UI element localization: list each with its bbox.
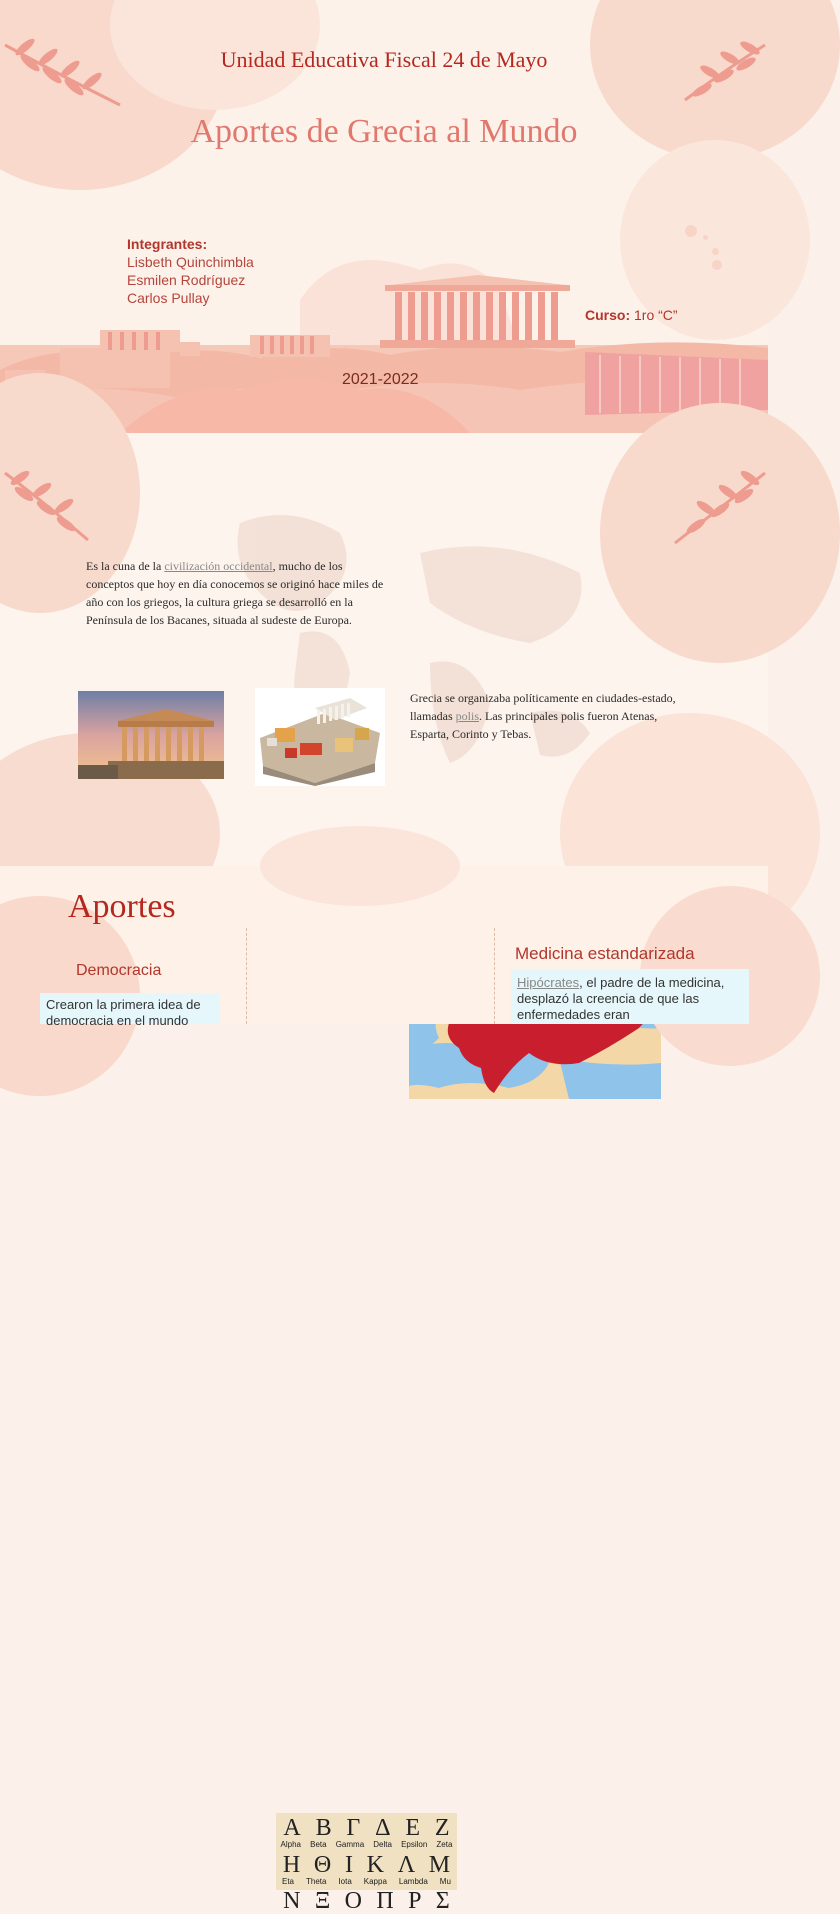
cultura-slide	[0, 433, 768, 866]
alphabet-name: Lambda	[398, 1877, 428, 1886]
alphabet-name: Iota	[338, 1877, 352, 1886]
greek-alphabet-image	[276, 1813, 457, 1914]
member-name: Lisbeth Quinchimbla	[127, 254, 254, 270]
acropolis-illustration	[0, 230, 768, 433]
divider	[494, 928, 495, 1024]
alphabet-name: Alpha	[280, 1840, 302, 1849]
intro-paragraph	[86, 557, 386, 629]
members-block	[127, 235, 254, 307]
alphabet-letter: Ν	[283, 1888, 301, 1914]
alphabet-name: Theta	[305, 1877, 327, 1886]
member-name: Carlos Pullay	[127, 290, 210, 306]
school-year: 2021-2022	[342, 371, 419, 388]
alphabet-name: Delta	[373, 1840, 392, 1849]
alphabet-letter: Σ	[435, 1888, 450, 1914]
divider	[246, 928, 247, 1024]
alphabet-letter: Θ	[313, 1852, 332, 1878]
democracia-text: Crearon la primera idea de democracia en el mundo	[46, 997, 201, 1028]
alphabet-letter: Ρ	[408, 1888, 422, 1914]
alphabet-letter: Γ	[346, 1815, 361, 1841]
medicina-card	[511, 969, 749, 1024]
aportes-slide	[0, 866, 768, 1914]
parthenon-photo	[78, 691, 224, 779]
school-name: Unidad Educativa Fiscal 24 de Mayo	[220, 47, 548, 72]
alphabet-letter: Η	[282, 1852, 301, 1878]
alphabet-name: Beta	[310, 1840, 327, 1849]
alphabet-name: Mu	[439, 1877, 451, 1886]
paragraph-text: Grecia se organizaba políticamente en ciudades-estado, llamadas	[410, 691, 676, 723]
title-slide	[0, 0, 768, 433]
alphabet-letter: Μ	[428, 1852, 451, 1878]
medicina-title: Medicina estandarizada	[515, 944, 695, 963]
leaf-branch-icon	[670, 468, 768, 548]
acropolis-model-photo	[255, 688, 385, 786]
decor-blob	[260, 826, 460, 906]
alphabet-letter: Π	[376, 1888, 394, 1914]
leaf-branch-icon	[0, 468, 90, 543]
paragraph-text: , mucho de los conceptos que hoy en día conocemos se originó hace miles de año con los griegos, la cultura griega se desarrolló en la Península de los Bacanes, situada al sudeste de Europa.	[86, 559, 384, 627]
alphabet-name: Zeta	[436, 1840, 453, 1849]
alphabet-name: Epsilon	[401, 1840, 428, 1849]
paragraph-text: . Las principales polis fueron Atenas, Esparta, Corinto y Tebas.	[410, 709, 658, 741]
curso-label: Curso:	[585, 307, 631, 323]
alphabet-name: Kappa	[363, 1877, 387, 1886]
section-title: Aportes	[68, 888, 176, 925]
alphabet-letter: Α	[283, 1815, 301, 1841]
presentation-title: Aportes de Grecia al Mundo	[190, 113, 578, 150]
paragraph-text: Es la cuna de la	[86, 559, 165, 573]
alphabet-letter: Ξ	[314, 1888, 331, 1914]
hipocrates-link[interactable]: Hipócrates	[517, 975, 580, 990]
alphabet-name: Gamma	[335, 1840, 365, 1849]
polis-link[interactable]: polis	[455, 709, 479, 723]
alphabet-letter: Δ	[375, 1815, 391, 1841]
medicina-text: , el padre de la medicina, desplazó la creencia de que las enfermedades eran	[517, 975, 725, 1022]
alphabet-letter: Ο	[344, 1888, 363, 1914]
alphabet-letter: Β	[315, 1815, 332, 1841]
civilizacion-link[interactable]: civilización occidental	[164, 559, 273, 573]
democracia-title: Democracia	[76, 962, 162, 979]
alphabet-letter: Ε	[405, 1815, 421, 1841]
democracia-card	[40, 993, 220, 1028]
polis-paragraph	[410, 689, 685, 743]
alphabet-name: Eta	[281, 1877, 294, 1886]
alphabet-letter: Λ	[397, 1852, 416, 1878]
curso-value: 1ro “C”	[634, 307, 678, 323]
alphabet-letter: Ι	[344, 1852, 353, 1878]
curso-info	[585, 307, 678, 323]
members-label: Integrantes:	[127, 236, 208, 252]
member-name: Esmilen Rodríguez	[127, 272, 246, 288]
alphabet-letter: Κ	[366, 1852, 384, 1878]
alphabet-letter: Ζ	[434, 1815, 450, 1841]
